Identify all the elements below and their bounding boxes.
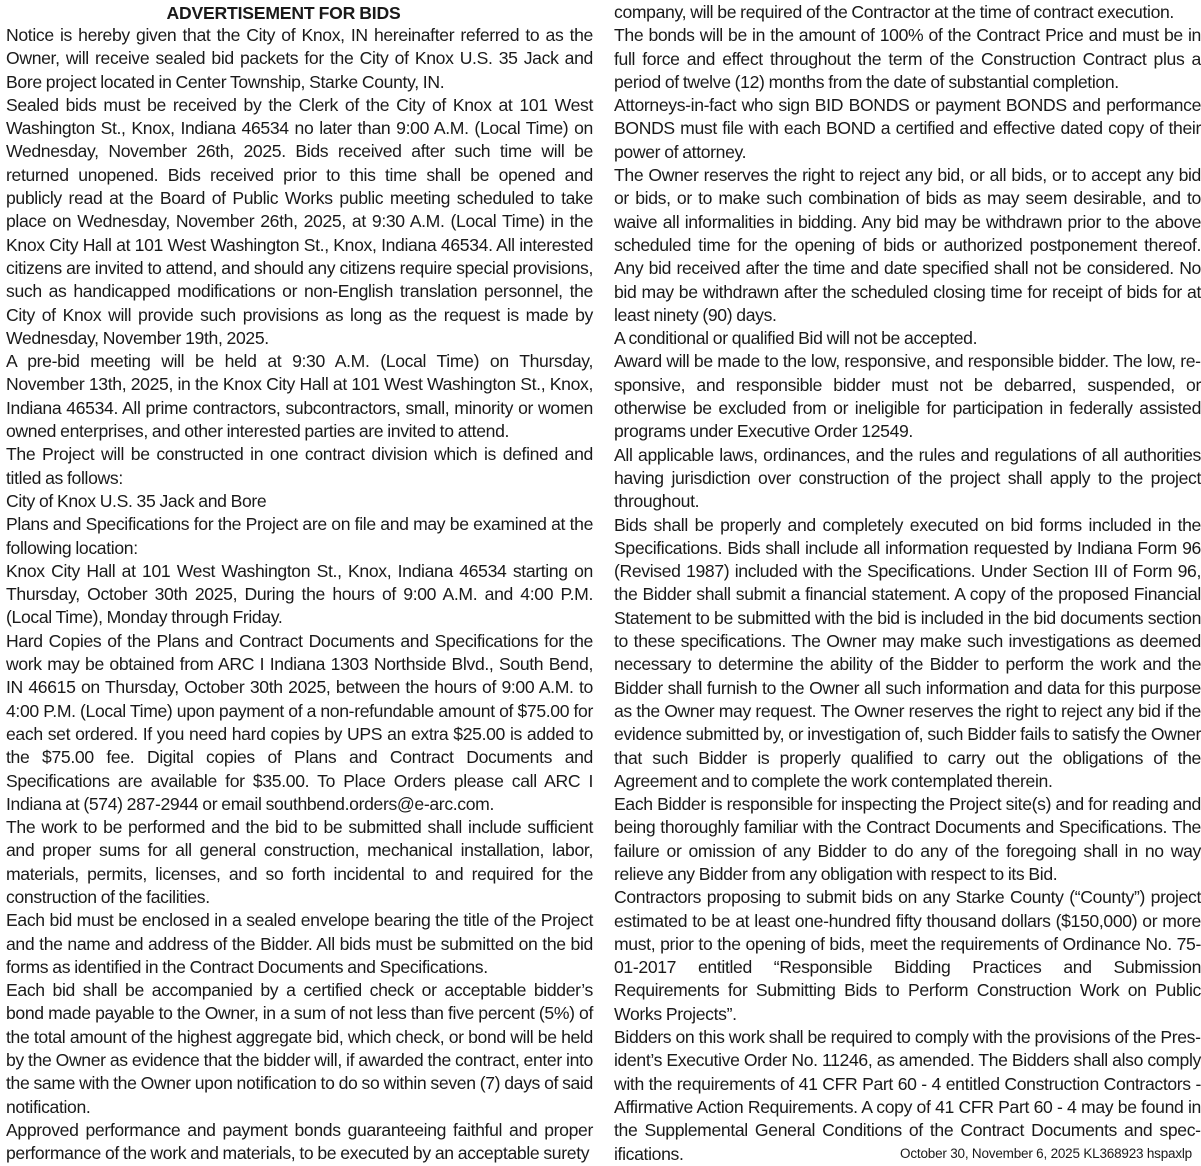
paragraph-sealed-envelope: Each bid must be enclosed in a sealed envelope bearing the title of the Project and the name and address of the Bidder. All bids must be submitted on the bid forms as identified in the Contract Documents and Specifications. <box>6 910 593 977</box>
paragraph-executive-order: Bidders on this work shall be required to comply with the provisions of the President’s Executive Order No. 11246, as amended. The Bidders shall also comply with the requirements of 41 CFR Part 60 - 4 entitled Construction Contractors - Affirmative Action Requirements. A copy of 41 CFR Part 60 - 4 may be found in the Supplemental General Conditions of the Contract Documents and specifications. <box>614 1027 1201 1164</box>
paragraph-applicable-laws: All applicable laws, ordinances, and the rules and regulations of all authorities having jurisdiction over construction of the project shall apply to the project throughout. <box>614 444 1201 512</box>
paragraph-performance-bonds: Approved performance and payment bonds guaranteeing faithful and proper performance of the work and materials, to be executed by an acceptable surety <box>6 1119 593 1164</box>
notice-title: ADVERTISEMENT FOR BIDS <box>166 3 401 23</box>
paragraph-pre-bid-meeting: A pre-bid meeting will be held at 9:30 A.M. (Local Time) on Thursday, November 13th, 2025, in the Knox City Hall at 101 West Washington St., Knox, Indiana 46534. All prime contractors, subcontractors, small, minority or women owned enterprises, and other interested parties are invited to attend. <box>6 351 593 442</box>
paragraph-notice: Notice is hereby given that the City of Knox, IN hereinafter referred to as the Owner, will receive sealed bid packets for the City of Knox U.S. 35 Jack and Bore project located in Center Township, Starke County, IN. <box>6 25 593 92</box>
left-column <box>6 2 593 1166</box>
paragraph-contract-division: The Project will be constructed in one contract division which is defined and titled as follows: <box>6 444 593 488</box>
paragraph-site-inspection: Each Bidder is responsible for inspecting the Project site(s) and for reading and being thoroughly familiar with the Contract Documents and Specifications. The failure or omission of any Bidder to do any of the foregoing shall in no way relieve any Bidder from any obligation with respect to its Bid. <box>614 794 1201 884</box>
paragraph-project-title: City of Knox U.S. 35 Jack and Bore <box>6 490 267 511</box>
right-column <box>614 1 1201 1166</box>
paragraph-surety-continued: company, will be required of the Contractor at the time of contract execution. <box>614 2 1174 22</box>
paragraph-bid-forms: Bids shall be properly and completely executed on bid forms included in the Specifications. Bids shall include all information requested by Indiana Form 96 (Revised 1987) included with the Specifications. Under Section III of Form 96, the Bidder shall submit a financial statement. A copy of the proposed Financial Statement to be submitted with the bid is included in the bid documents section to these specifications. The Owner may make such investigations as deemed necessary to determine the ability of the Bidder to perform the work and the Bidder shall furnish to the Owner all such information and data for this purpose as the Owner may request. The Owner reserves the right to reject any bid if the evidence submitted by, or investigation of, such Bidder fails to satisfy the Owner that such Bidder is properly qualified to carry out the obligations of the Agreement and to complete the work contemplated therein. <box>614 514 1201 791</box>
paragraph-work-scope: The work to be performed and the bid to be submitted shall include sufficient and proper sums for all general construction, mechanical installation, labor, materials, permits, licenses, and so forth incidental to and required for the construction of the facilities. <box>6 817 593 907</box>
paragraph-hard-copies: Hard Copies of the Plans and Contract Documents and Specifications for the work may be obtained from ARC I Indiana 1303 Northside Blvd., South Bend, IN 46615 on Thursday, October 30th 2025, between the hours of 9:00 A.M. to 4:00 P.M. (Local Time) upon payment of a non-refundable amount of $75.00 for each set ordered. If you need hard copies by UPS an extra $25.00 is added to the $75.00 fee. Digital copies of Plans and Contract Documents and Specifications are available for $35.00. To Place Orders please call ARC I Indiana at (574) 287-2944 or email southbend.orders@e-arc.com. <box>6 630 593 814</box>
paragraph-bid-security: Each bid shall be accompanied by a certified check or acceptable bidder’s bond made payable to the Owner, in a sum of not less than five percent (5%) of the total amount of the highest aggregate bid, which check, or bond will be held by the Owner as evidence that the bidder will, if awarded the contract, enter into the same with the Owner upon notification to do so within seven (7) days of said notification. <box>6 980 593 1117</box>
paragraph-plans-on-file: Plans and Specifications for the Project are on file and may be examined at the following location: <box>6 514 593 558</box>
paragraph-owner-rights: The Owner reserves the right to reject any bid, or all bids, or to accept any bid or bids, or to make such combination of bids as may seem desirable, and to waive all informalities in bidding. Any bid may be withdrawn prior to the above scheduled time for the opening of bids or authorized postponement thereof. Any bid received after the time and date specified shall not be considered. No bid may be withdrawn after the scheduled closing time for receipt of bids for at least ninety (90) days. <box>614 165 1201 325</box>
paragraph-bond-amount: The bonds will be in the amount of 100% of the Contract Price and must be in full force and effect throughout the term of the Construction Contract plus a period of twelve (12) months from the date of substantial completion. <box>614 25 1201 92</box>
paragraph-attorneys-in-fact: Attorneys-in-fact who sign BID BONDS or payment BONDS and performance BONDS must file with each BOND a certified and effective dated copy of their power of attorney. <box>614 95 1201 162</box>
paragraph-starke-county: Contractors proposing to submit bids on any Starke County (“County”) project estimated to be at least one-hundred fifty thousand dollars ($150,000) or more must, prior to the opening of bids, meet the requirements of Ordinance No. 75-01-2017 entitled “Responsible Bidding Practices and Submission Requirements for Submitting Bids to Perform Construction Work on Public Works Projects”. <box>614 887 1201 1024</box>
paragraph-award: Award will be made to the low, responsive, and responsible bidder. The low, responsive, and responsible bidder must not be debarred, suspended, or otherwise be excluded from or ineligible for participation in federally assisted programs under Executive Order 12549. <box>614 351 1201 442</box>
paragraph-location: Knox City Hall at 101 West Washington St., Knox, Indiana 46534 starting on Thursday, October 30th 2025, During the hours of 9:00 A.M. and 4:00 P.M. (Local Time), Monday through Friday. <box>6 560 593 628</box>
paragraph-conditional-bid: A conditional or qualified Bid will not be accepted. <box>614 328 978 349</box>
paragraph-sealed-bids: Sealed bids must be received by the Clerk of the City of Knox at 101 West Washington St., Knox, Indiana 46534 no later than 9:00 A.M. (Local Time) on Wednesday, November 26th, 2025. Bids received after such time will be returned unopened. Bids received prior to this time shall be opened and publicly read at the Board of Public Works public meeting scheduled to take place on Wednesday, November 26th, 2025, at 9:30 A.M. (Local Time) in the Knox City Hall at 101 West Washington St., Knox, Indiana 46534. All interested citizens are invited to attend, and should any citizens require special provisions, such as handicapped modifications or non-English translation personnel, the City of Knox will provide such provisions as long as the request is made by Wednesday, November 19th, 2025. <box>6 94 593 348</box>
publication-footer: October 30, November 6, 2025 KL368923 hspaxlp <box>900 1146 1192 1161</box>
